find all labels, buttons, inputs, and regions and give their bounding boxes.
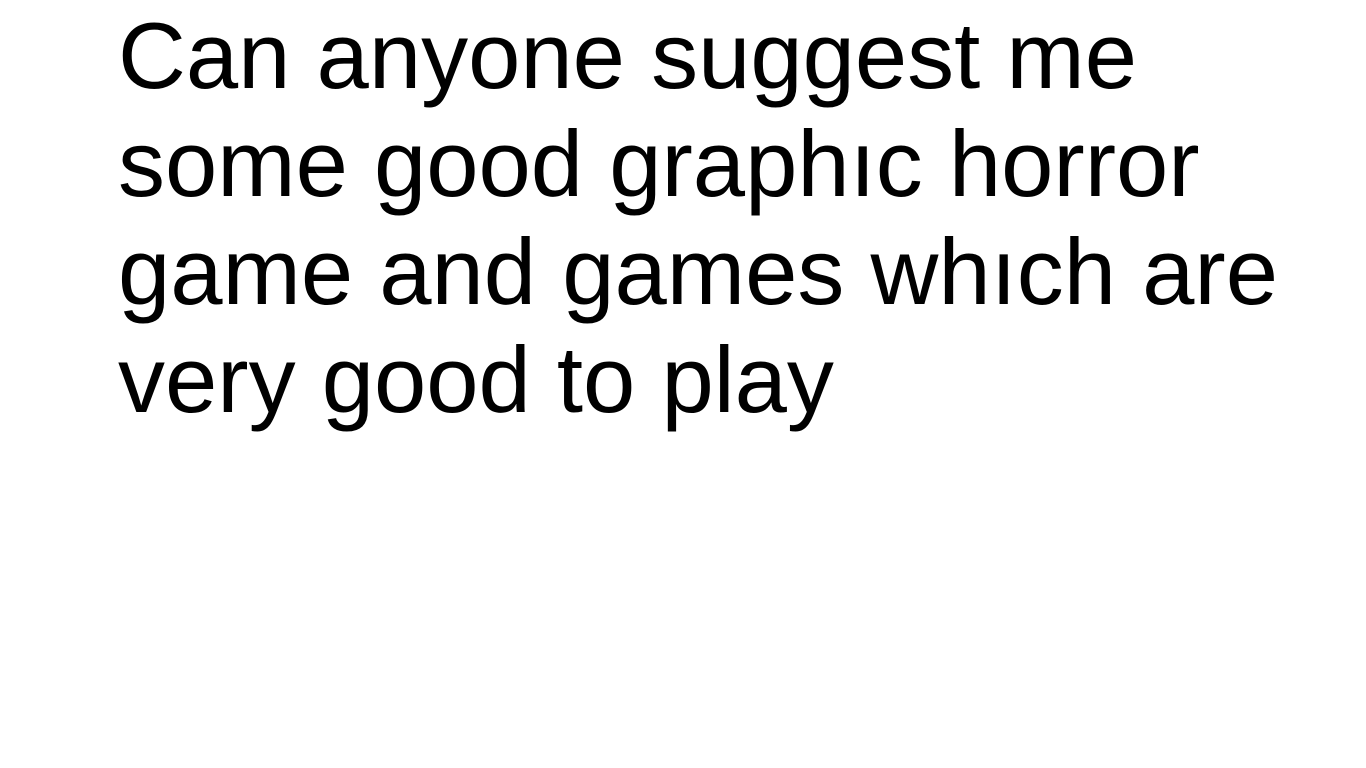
message-line-4: very good to play bbox=[118, 327, 834, 432]
message-line-3: game and games whıch are bbox=[118, 219, 1278, 324]
message-line-2: some good graphıc horror bbox=[118, 111, 1200, 216]
message-text bbox=[118, 2, 1278, 434]
message-line-1: Can anyone suggest me bbox=[118, 3, 1137, 108]
